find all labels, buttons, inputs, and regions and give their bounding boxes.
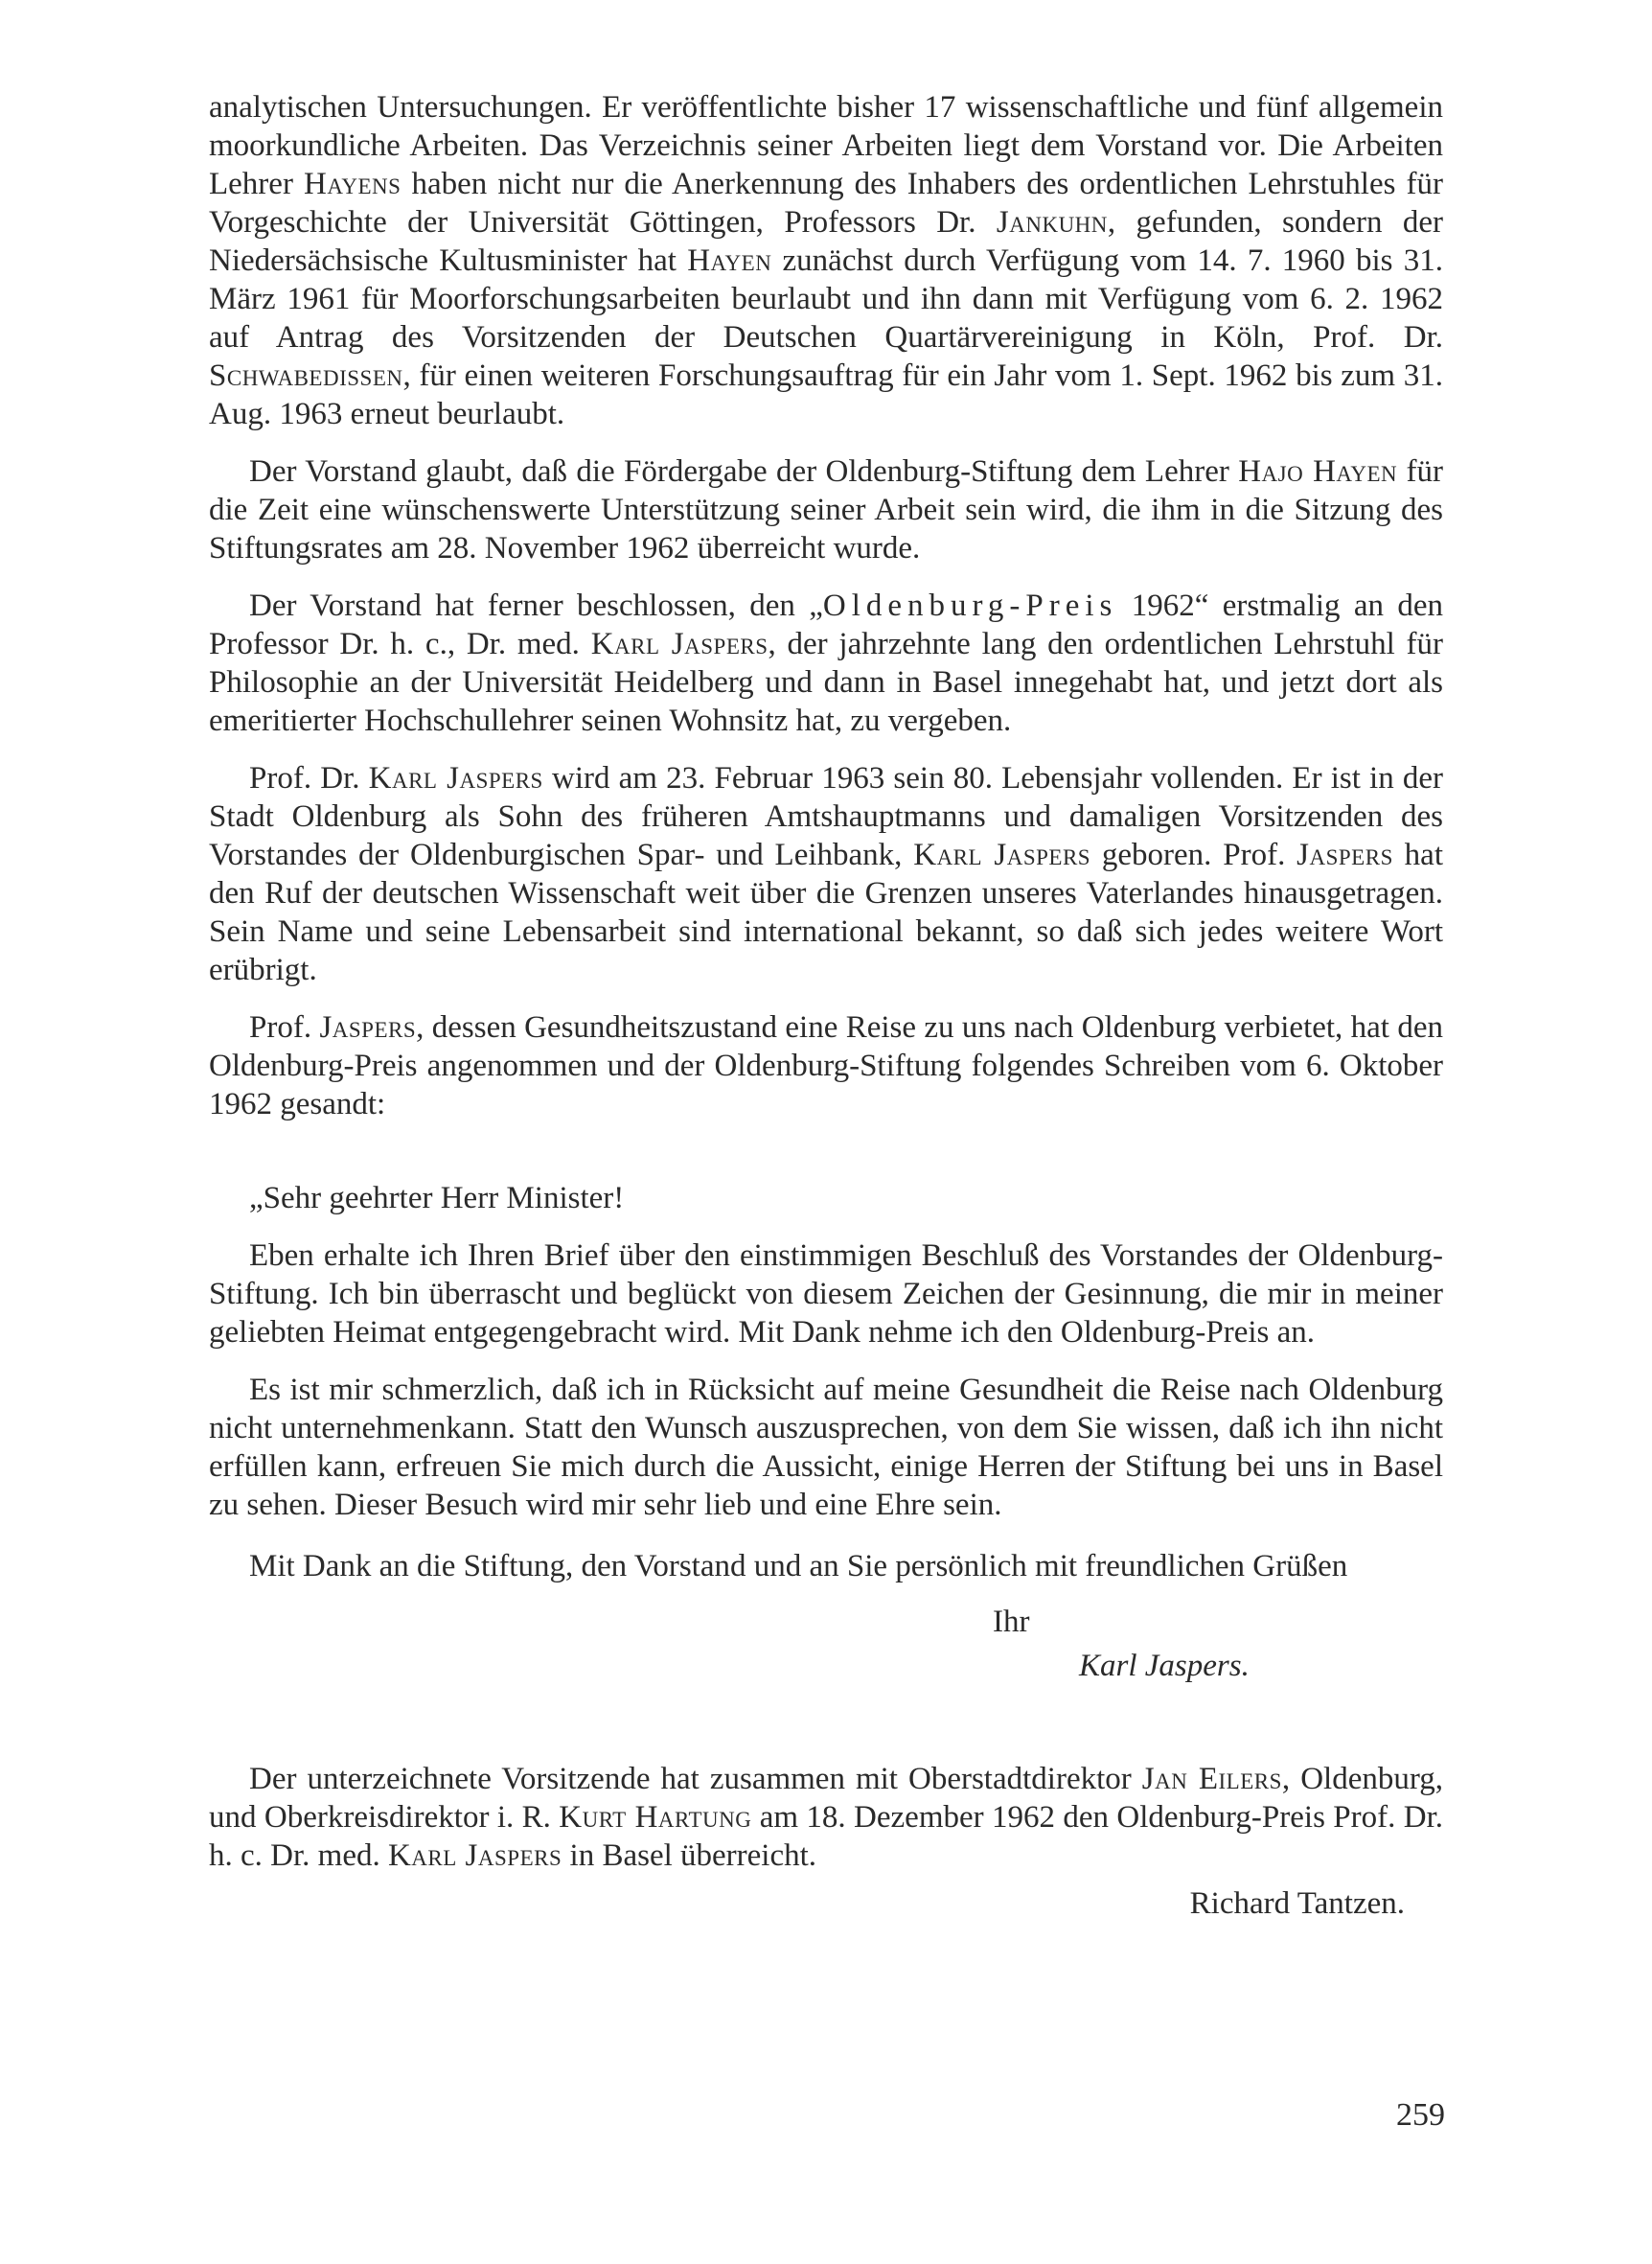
letter-closing: Mit Dank an die Stiftung, den Vorstand und an Sie persönlich mit freundlichen Grüßen bbox=[249, 1549, 1348, 1583]
name-jankuhn: Jankuhn bbox=[996, 205, 1108, 240]
paragraph-presentation: Der unterzeichnete Vorsitzende hat zusammen mit Oberstadtdirektor Jan Eilers, Oldenburg, und Oberkreisdirektor i. R. Kurt Hartung am 18. Dezember 1962 den Oldenburg-Preis Prof. Dr. h. c. Dr. med. Karl Jaspers in Basel überreicht. bbox=[209, 1762, 1443, 1873]
name-jaspers: Jaspers bbox=[1296, 838, 1393, 872]
quoted-letter bbox=[209, 1179, 1443, 1685]
name-karl-jaspers: Karl Jaspers bbox=[368, 761, 543, 796]
name-hayen: Hayen bbox=[687, 243, 772, 278]
name-schwabedissen: Schwabedissen bbox=[209, 358, 403, 393]
paragraph-hayen-research: analytischen Untersuchungen. Er veröffentlichte bisher 17 wissenschaftliche und fünf allgemein moorkundliche Arbeiten. Das Verzeichnis seiner Arbeiten liegt dem Vorstand vor. Die Arbeiten Lehrer Hayens haben nicht nur die Anerkennung des Inhabers des ordentlichen Lehrstuhles für Vorgeschichte der Universität Göttingen, Professors Dr. Jankuhn, gefunden, sondern der Niedersächsische Kultusminister hat Hayen zunächst durch Verfügung vom 14. 7. 1960 bis 31. März 1961 für Moorforschungsarbeiten beurlaubt und ihn dann mit Verfügung vom 6. 2. 1962 auf Antrag des Vorsitzenden der Deutschen Quartärvereinigung in Köln, Prof. Dr. Schwabedissen, für einen weiteren Forschungsauftrag für ein Jahr vom 1. Sept. 1962 bis zum 31. Aug. 1963 erneut beurlaubt. bbox=[209, 90, 1444, 431]
name-hayens: Hayens bbox=[304, 167, 402, 201]
paragraph-foerdergabe: Der Vorstand glaubt, daß die Fördergabe der Oldenburg-Stiftung dem Lehrer Hajo Hayen für die Zeit eine wünschenswerte Unterstützung seiner Arbeit sein wird, die ihm in die Sitzung des Stiftungsrates am 28. November 1962 überreicht wurde. bbox=[209, 454, 1443, 566]
name-kurt-hartung: Kurt Hartung bbox=[559, 1800, 752, 1835]
paragraph-jaspers-biography: Prof. Dr. Karl Jaspers wird am 23. Februar 1963 sein 80. Lebensjahr vollenden. Er ist in der Stadt Oldenburg als Sohn des früheren Amtshauptmanns und damaligen Vorsitzenden des Vorstandes der Oldenburgischen Spar- und Leihbank, Karl Jaspers geboren. Prof. Jaspers hat den Ruf der deutschen Wissenschaft weit über die Grenzen unseres Vaterlandes hinausgetragen. Sein Name und seine Lebensarbeit sind international bekannt, so daß sich jedes weitere Wort erübrigt. bbox=[209, 761, 1443, 987]
name-jan-eilers: Jan Eilers bbox=[1141, 1762, 1282, 1796]
letter-ihr: Ihr bbox=[993, 1605, 1030, 1639]
name-karl-jaspers-father: Karl Jaspers bbox=[913, 838, 1091, 872]
author-signoff: Richard Tantzen. bbox=[1189, 1886, 1405, 1921]
name-karl-jaspers: Karl Jaspers bbox=[387, 1838, 562, 1873]
paragraph-preis-decision: Der Vorstand hat ferner beschlossen, den „Oldenburg-Preis 1962“ erstmalig an den Professor Dr. h. c., Dr. med. Karl Jaspers, der jahrzehnte lang den ordentlichen Lehrstuhl für Philosophie an der Universität Heidelberg und dann in Basel innegehabt hat, und jetzt dort als emeritierter Hochschullehrer seinen Wohnsitz hat, zu vergeben. bbox=[209, 589, 1443, 738]
name-jaspers: Jaspers bbox=[319, 1010, 417, 1045]
letter-paragraph: Eben erhalte ich Ihren Brief über den einstimmigen Beschluß des Vorstandes der Oldenburg-Stiftung. Ich bin überrascht und beglückt von diesem Zeichen der Gesinnung, die mir in meiner geliebten Heimat entgegengebracht wird. Mit Dank nehme ich den Oldenburg-Preis an. bbox=[209, 1238, 1443, 1350]
page-number: 259 bbox=[1396, 2097, 1445, 2133]
letter-salutation: „Sehr geehrter Herr Minister! bbox=[249, 1181, 625, 1215]
oldenburg-preis-spaced: Oldenburg-Preis bbox=[822, 589, 1118, 623]
paragraph-acceptance: Prof. Jaspers, dessen Gesundheitszustand eine Reise zu uns nach Oldenburg verbietet, hat den Oldenburg-Preis angenommen und der Oldenburg-Stiftung folgendes Schreiben vom 6. Oktober 1962 gesandt: bbox=[209, 1010, 1443, 1121]
name-karl-jaspers: Karl Jaspers bbox=[590, 627, 769, 661]
page-body bbox=[209, 88, 1443, 1923]
name-hajo-hayen: Hajo Hayen bbox=[1238, 454, 1398, 489]
letter-signature: Karl Jaspers. bbox=[1079, 1649, 1250, 1683]
letter-paragraph: Es ist mir schmerzlich, daß ich in Rücksicht auf meine Gesundheit die Reise nach Oldenburg nicht unternehmenkann. Statt den Wunsch auszusprechen, von dem Sie wissen, daß ich ihn nicht erfüllen kann, erfreuen Sie mich durch die Aussicht, einige Herren der Stiftung bei uns in Basel zu sehen. Dieser Besuch wird mir sehr lieb und eine Ehre sein. bbox=[209, 1373, 1443, 1522]
